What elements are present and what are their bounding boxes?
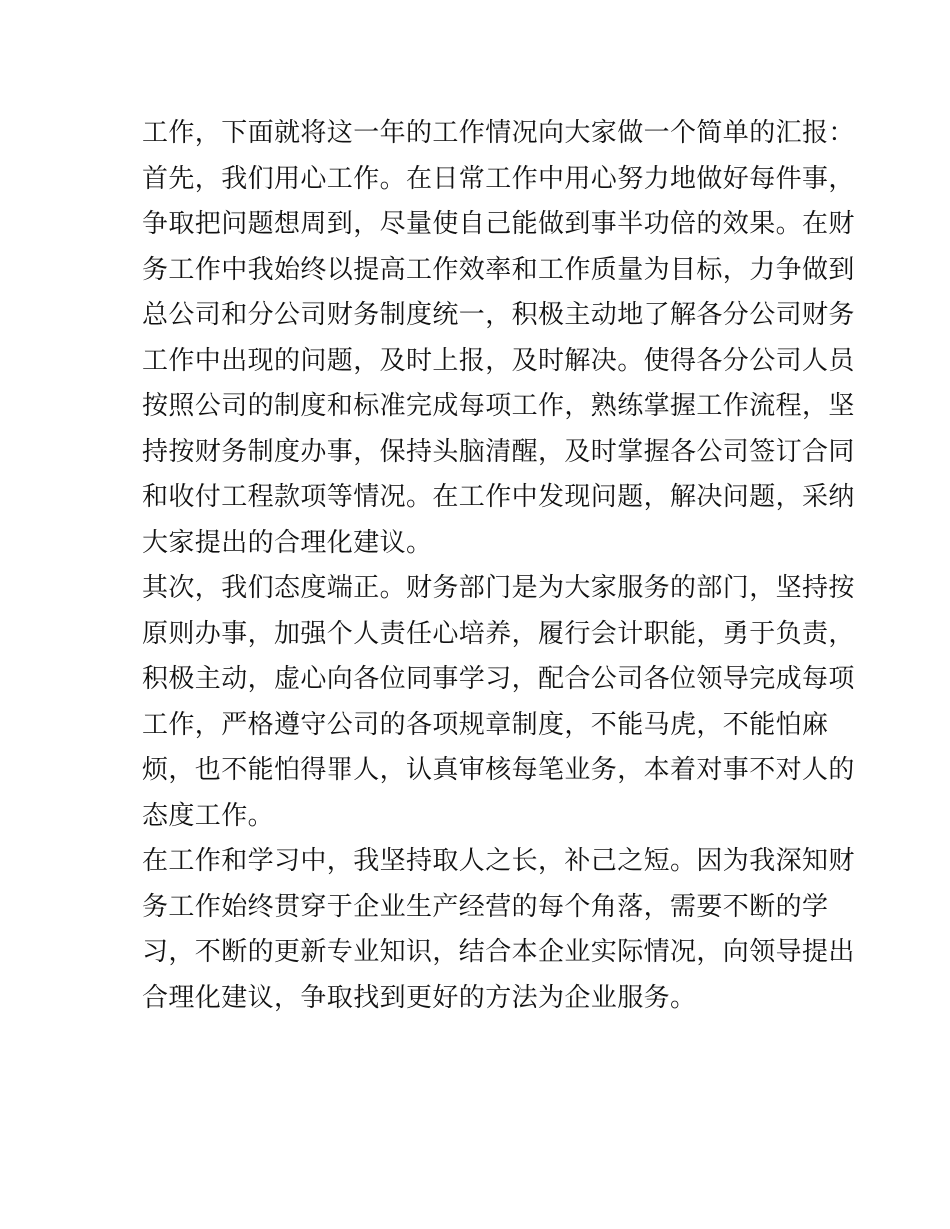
text-line: 工作，下面就将这一年的工作情况向大家做一个简单的汇报： (142, 118, 855, 148)
text-line: 和收付工程款项等情况。在工作中发现问题，解决问题，采纳 (142, 482, 855, 512)
text-line: 总公司和分公司财务制度统一，积极主动地了解各分公司财务 (142, 300, 855, 330)
text-line: 在工作和学习中，我坚持取人之长，补己之短。因为我深知财 (142, 846, 855, 876)
text-line: 工作中出现的问题，及时上报，及时解决。使得各分公司人员 (142, 345, 855, 376)
text-line: 积极主动，虚心向各位同事学习，配合公司各位领导完成每项 (142, 664, 855, 694)
text-line: 首先，我们用心工作。在日常工作中用心努力地做好每件事， (142, 163, 855, 194)
text-line: 其次，我们态度端正。财务部门是为大家服务的部门，坚持按 (142, 573, 855, 603)
text-line: 按照公司的制度和标准完成每项工作，熟练掌握工作流程，坚 (142, 391, 855, 421)
text-line: 务工作中我始终以提高工作效率和工作质量为目标，力争做到 (142, 254, 855, 285)
text-line: 态度工作。 (142, 800, 275, 831)
document-body-text (142, 111, 855, 1021)
text-line: 习，不断的更新专业知识，结合本企业实际情况，向领导提出 (142, 937, 855, 967)
text-line: 工作，严格遵守公司的各项规章制度，不能马虎，不能怕麻 (142, 709, 829, 740)
text-line: 务工作始终贯穿于企业生产经营的每个角落，需要不断的学 (142, 891, 829, 922)
text-line: 争取把问题想周到，尽量使自己能做到事半功倍的效果。在财 (142, 209, 855, 239)
text-line: 原则办事，加强个人责任心培养，履行会计职能，勇于负责， (142, 618, 855, 649)
text-line: 合理化建议，争取找到更好的方法为企业服务。 (142, 982, 697, 1013)
text-line: 持按财务制度办事，保持头脑清醒，及时掌握各公司签订合同 (142, 436, 855, 467)
text-line: 烦，也不能怕得罪人，认真审核每笔业务，本着对事不对人的 (142, 755, 855, 785)
text-line: 大家提出的合理化建议。 (142, 527, 433, 558)
